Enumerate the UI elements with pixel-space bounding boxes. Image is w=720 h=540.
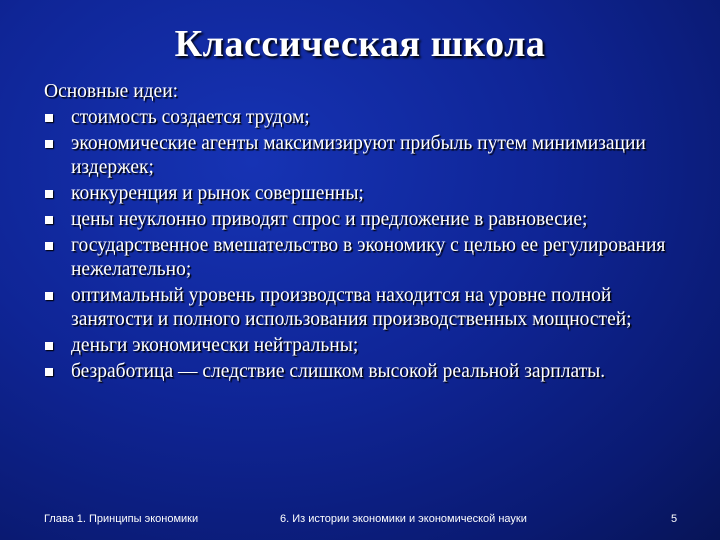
list-item	[44, 360, 684, 384]
bullet-text: деньги экономически нейтральны;	[71, 335, 359, 356]
square-bullet-icon	[45, 368, 53, 376]
footer-section: 6. Из истории экономики и экономической науки	[280, 513, 527, 525]
bullet-text: оптимальный уровень производства находится на уровне полной занятости и полного использования производственных мощностей;	[71, 285, 632, 330]
bullet-text: экономические агенты максимизируют прибыль путем минимизации издержек;	[71, 133, 646, 178]
list-item	[44, 106, 684, 130]
square-bullet-icon	[45, 292, 53, 300]
square-bullet-icon	[45, 140, 53, 148]
list-item	[44, 284, 684, 332]
slide-title: Классическая школа	[174, 23, 546, 65]
list-item	[44, 182, 684, 206]
bullet-text: конкуренция и рынок совершенны;	[71, 183, 364, 204]
square-bullet-icon	[45, 190, 53, 198]
bullet-text: безработица — следствие слишком высокой реальной зарплаты.	[71, 361, 606, 382]
list-item	[44, 334, 684, 358]
square-bullet-icon	[45, 242, 53, 250]
list-item	[44, 234, 684, 282]
page-number: 5	[671, 513, 678, 525]
bullet-list	[44, 106, 684, 384]
square-bullet-icon	[45, 216, 53, 224]
list-item	[44, 208, 684, 232]
list-item	[44, 132, 684, 180]
square-bullet-icon	[45, 342, 53, 350]
bullet-text: стоимость создается трудом;	[71, 107, 310, 128]
bullet-text: государственное вмешательство в экономику с целью ее регулирования нежелательно;	[71, 235, 666, 280]
bullet-text: цены неуклонно приводят спрос и предложение в равновесие;	[71, 209, 588, 230]
square-bullet-icon	[45, 114, 53, 122]
slide-content	[44, 80, 684, 386]
footer-chapter: Глава 1. Принципы экономики	[44, 513, 199, 525]
lead-text: Основные идеи:	[44, 81, 179, 102]
